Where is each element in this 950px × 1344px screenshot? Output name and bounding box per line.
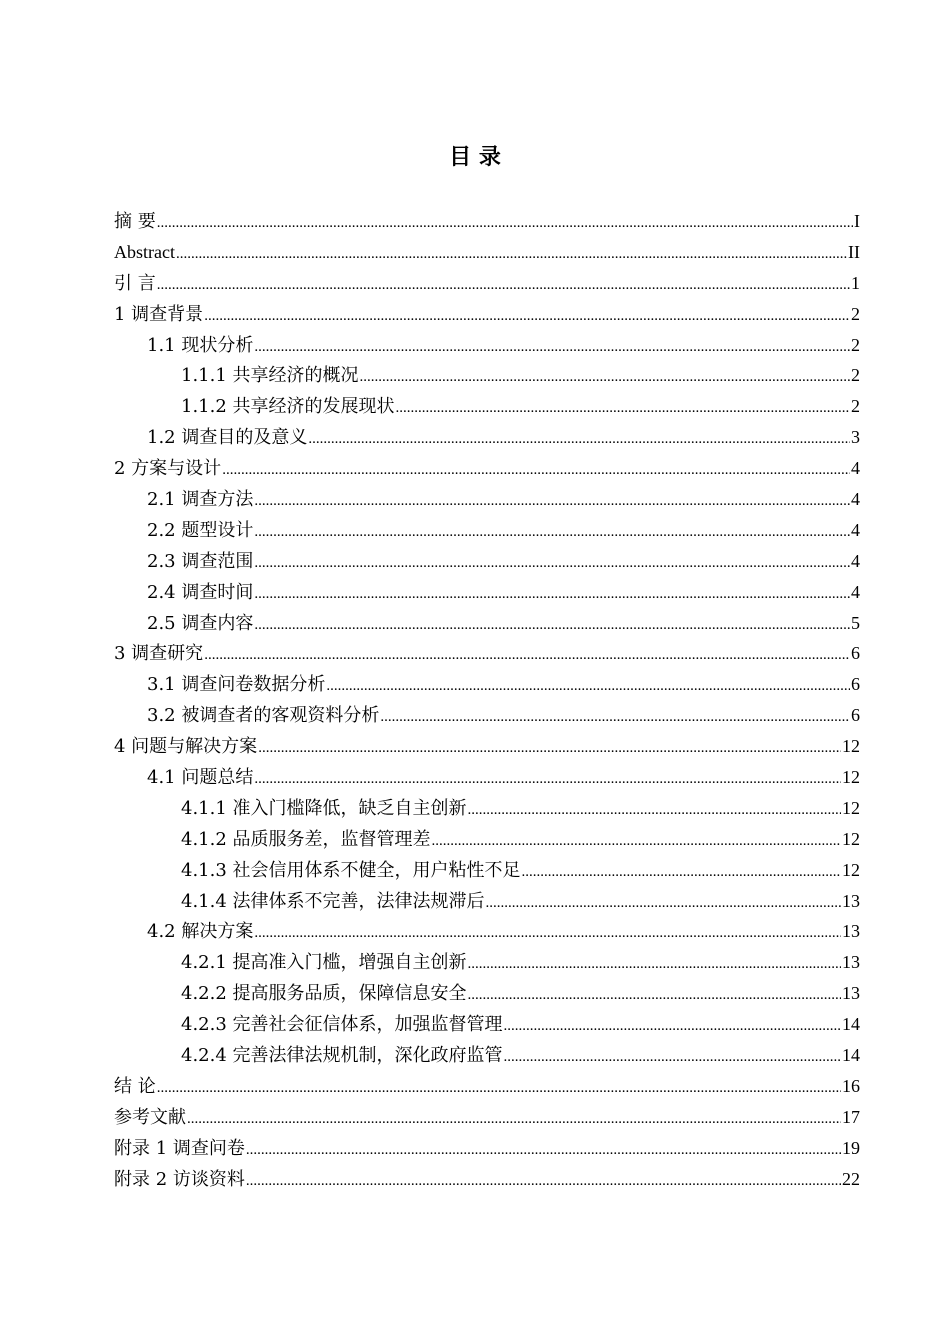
toc-entry-label: 3 调查研究 (114, 643, 204, 665)
toc-entry-page-number: 4 (851, 581, 860, 602)
toc-entry-page-number: 6 (851, 674, 860, 695)
toc-entry[interactable] (114, 669, 860, 700)
toc-dot-leader (468, 949, 841, 978)
toc-entry-label: 4.2.2 提高服务品质，保障信息安全 (181, 983, 467, 1005)
toc-list (114, 206, 860, 1195)
toc-entry[interactable] (114, 237, 860, 268)
toc-entry[interactable] (114, 577, 860, 608)
toc-entry[interactable] (114, 855, 860, 886)
toc-entry-label: 1.1.1 共享经济的概况 (181, 365, 359, 387)
toc-entry[interactable] (114, 762, 860, 793)
toc-entry-label: 4 问题与解决方案 (114, 736, 258, 758)
toc-dot-leader (468, 980, 841, 1009)
toc-entry[interactable] (114, 422, 860, 453)
toc-dot-leader (522, 857, 841, 886)
toc-dot-leader (380, 702, 850, 731)
toc-dot-leader (486, 888, 841, 917)
toc-entry-label: 2.1 调查方法 (147, 489, 254, 511)
toc-entry-label: 4.1.3 社会信用体系不健全，用户粘性不足 (181, 859, 521, 881)
toc-entry-label: 4.2 解决方案 (147, 921, 254, 943)
toc-dot-leader (308, 424, 850, 453)
toc-entry-page-number: 12 (842, 797, 860, 818)
toc-title: 目 录 (449, 145, 501, 170)
toc-entry-page-number: 3 (851, 427, 860, 448)
toc-dot-leader (204, 640, 850, 669)
toc-entry[interactable] (114, 546, 860, 577)
toc-entry[interactable] (114, 824, 860, 855)
toc-entry[interactable] (114, 391, 860, 422)
toc-entry-page-number: 14 (842, 1014, 860, 1035)
toc-entry[interactable] (114, 206, 860, 237)
toc-entry[interactable] (114, 360, 860, 391)
toc-entry[interactable] (114, 453, 860, 484)
toc-entry-label: 2 方案与设计 (114, 458, 222, 480)
toc-dot-leader (254, 579, 850, 608)
toc-entry-label: 2.2 题型设计 (147, 519, 254, 541)
toc-entry-page-number: 14 (842, 1045, 860, 1066)
toc-dot-leader (432, 826, 841, 855)
toc-dot-leader (360, 362, 850, 391)
toc-entry-label: 4.2.4 完善法律法规机制，深化政府监管 (181, 1045, 503, 1067)
toc-entry-page-number: 4 (851, 458, 860, 479)
toc-entry[interactable] (114, 731, 860, 762)
toc-entry[interactable] (114, 1102, 860, 1133)
toc-dot-leader (157, 208, 853, 237)
toc-entry-label: 结 论 (114, 1075, 156, 1097)
toc-entry-page-number: 6 (851, 705, 860, 726)
toc-entry-label: 4.2.1 提高准入门槛，增强自主创新 (181, 952, 467, 974)
toc-entry-label: 附录 2 访谈资料 (114, 1168, 245, 1190)
toc-dot-leader (504, 1011, 841, 1040)
toc-entry-page-number: 16 (842, 1075, 860, 1096)
toc-dot-leader (204, 301, 850, 330)
toc-entry[interactable] (114, 978, 860, 1009)
toc-dot-leader (246, 1166, 841, 1195)
toc-entry-page-number: 12 (842, 828, 860, 849)
toc-entry-page-number: 2 (851, 396, 860, 417)
toc-entry-label: 摘 要 (114, 211, 156, 232)
toc-entry-page-number: 19 (842, 1137, 860, 1158)
toc-entry-label: 3.1 调查问卷数据分析 (147, 674, 326, 696)
toc-dot-leader (258, 733, 841, 762)
toc-dot-leader (326, 671, 850, 700)
toc-entry[interactable] (114, 916, 860, 947)
toc-entry[interactable] (114, 1071, 860, 1102)
toc-dot-leader (254, 610, 850, 639)
toc-entry-label: 4.1.4 法律体系不完善，法律法规滞后 (181, 890, 485, 912)
toc-dot-leader (254, 548, 850, 577)
toc-entry-label: 1.1.2 共享经济的发展现状 (181, 396, 395, 418)
toc-dot-leader (254, 918, 841, 947)
toc-entry-page-number: 13 (842, 952, 860, 973)
toc-entry-page-number: II (848, 241, 860, 262)
toc-entry-label: 4.1.1 准入门槛降低，缺乏自主创新 (181, 797, 467, 819)
toc-entry[interactable] (114, 299, 860, 330)
toc-entry-label: 1 调查背景 (114, 303, 204, 325)
toc-entry[interactable] (114, 330, 860, 361)
toc-entry[interactable] (114, 484, 860, 515)
toc-entry-label: Abstract (114, 241, 175, 262)
toc-entry[interactable] (114, 1040, 860, 1071)
toc-entry[interactable] (114, 1009, 860, 1040)
toc-entry-page-number: 12 (842, 767, 860, 788)
toc-entry[interactable] (114, 515, 860, 546)
toc-entry-page-number: 13 (842, 983, 860, 1004)
toc-dot-leader (504, 1042, 841, 1071)
toc-entry-page-number: 13 (842, 890, 860, 911)
toc-entry-page-number: 4 (851, 489, 860, 510)
toc-entry-page-number: 1 (851, 272, 860, 293)
toc-dot-leader (254, 517, 850, 546)
toc-dot-leader (157, 270, 850, 299)
toc-entry-page-number: 6 (851, 643, 860, 664)
toc-entry-page-number: I (854, 211, 860, 231)
toc-entry[interactable] (114, 886, 860, 917)
toc-entry[interactable] (114, 793, 860, 824)
toc-entry[interactable] (114, 947, 860, 978)
toc-entry-page-number: 22 (842, 1168, 860, 1189)
toc-entry-label: 3.2 被调查者的客观资料分析 (147, 705, 380, 727)
toc-entry-label: 4.2.3 完善社会征信体系，加强监督管理 (181, 1014, 503, 1036)
toc-entry-label: 附录 1 调查问卷 (114, 1137, 245, 1159)
toc-entry-page-number: 4 (851, 550, 860, 571)
toc-entry-page-number: 2 (851, 303, 860, 324)
toc-entry-page-number: 12 (842, 736, 860, 757)
toc-entry[interactable] (114, 638, 860, 669)
toc-entry-label: 引 言 (114, 272, 156, 294)
toc-dot-leader (157, 1073, 841, 1102)
toc-entry-page-number: 4 (851, 519, 860, 540)
toc-dot-leader (187, 1104, 841, 1133)
toc-entry[interactable] (114, 268, 860, 299)
toc-entry-label: 2.4 调查时间 (147, 581, 254, 603)
toc-entry[interactable] (114, 1164, 860, 1195)
toc-entry-label: 1.2 调查目的及意义 (147, 427, 308, 449)
toc-entry[interactable] (114, 608, 860, 639)
toc-entry-label: 2.3 调查范围 (147, 550, 254, 572)
toc-dot-leader (246, 1135, 841, 1164)
toc-entry-label: 4.1.2 品质服务差，监督管理差 (181, 828, 431, 850)
toc-dot-leader (254, 486, 850, 515)
toc-entry-page-number: 17 (842, 1106, 860, 1127)
toc-entry-page-number: 5 (851, 612, 860, 633)
toc-entry-label: 参考文献 (114, 1106, 186, 1128)
toc-dot-leader (468, 795, 841, 824)
toc-entry-page-number: 13 (842, 921, 860, 942)
toc-dot-leader (176, 239, 847, 268)
toc-entry[interactable] (114, 1133, 860, 1164)
toc-dot-leader (396, 393, 850, 422)
toc-entry-page-number: 12 (842, 859, 860, 880)
toc-entry-page-number: 2 (851, 365, 860, 386)
toc-dot-leader (222, 455, 850, 484)
toc-entry[interactable] (114, 700, 860, 731)
toc-entry-page-number: 2 (851, 334, 860, 355)
toc-dot-leader (254, 764, 841, 793)
toc-entry-label: 1.1 现状分析 (147, 334, 254, 356)
toc-dot-leader (254, 332, 850, 361)
toc-entry-label: 4.1 问题总结 (147, 767, 254, 789)
toc-entry-label: 2.5 调查内容 (147, 612, 254, 634)
